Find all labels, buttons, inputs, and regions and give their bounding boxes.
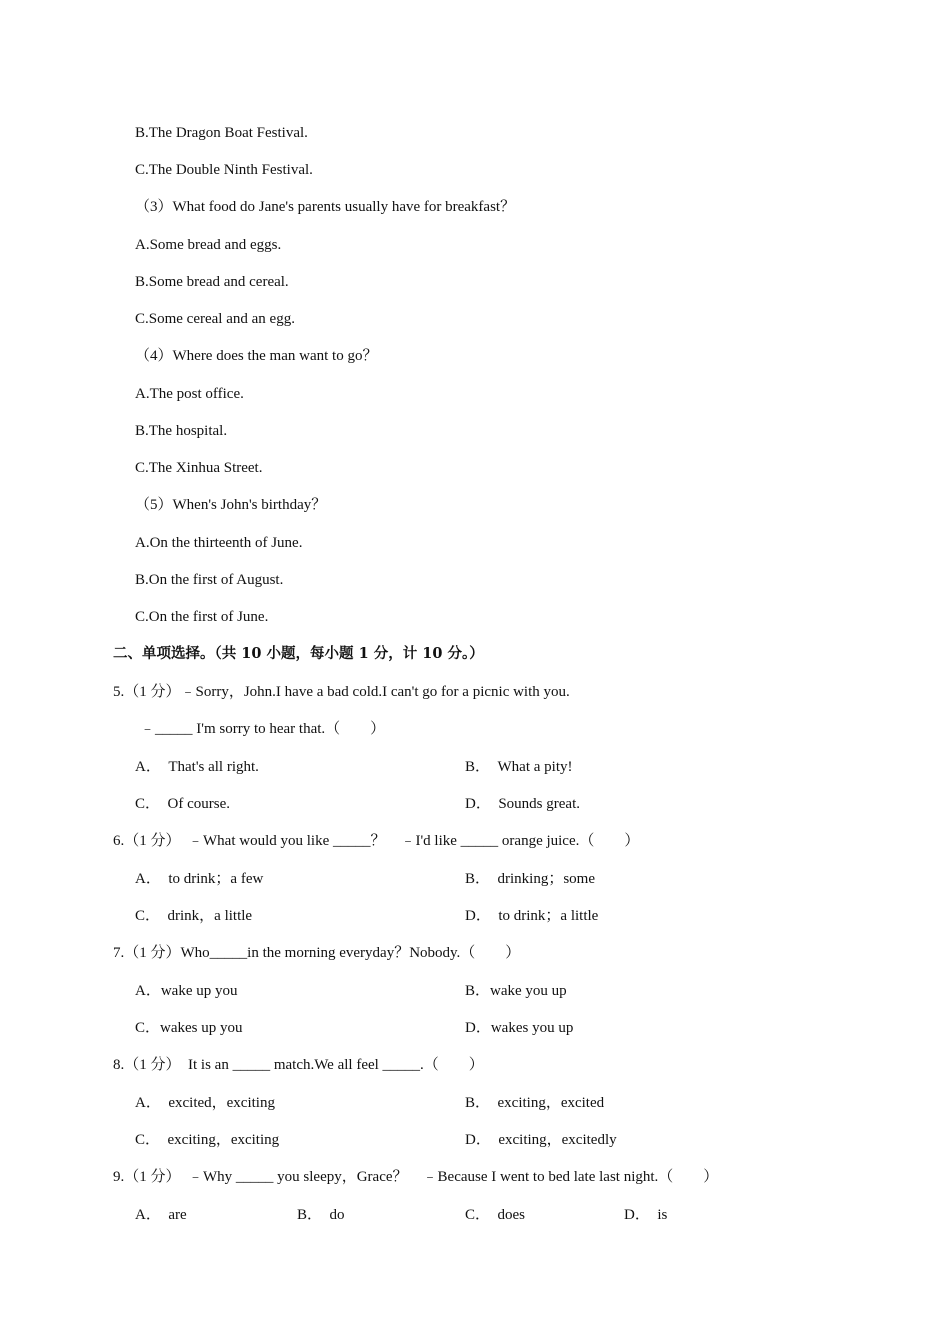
q5-listening-option-a: A.On the thirteenth of June. (135, 535, 303, 551)
q4-stem: （4）Where does the man want to go？ (135, 348, 378, 364)
question-8-option-d: D． exciting，excitedly (465, 1132, 617, 1148)
q2-option-c: C.The Double Ninth Festival. (135, 162, 313, 178)
question-9-option-b: B． do (297, 1207, 345, 1223)
question-8-option-c: C． exciting，exciting (135, 1132, 280, 1148)
question-5-reply: ﹣_____ I'm sorry to hear that.（ ） (140, 721, 386, 737)
question-7-option-b: B．wake you up (465, 983, 567, 999)
q4-option-a: A.The post office. (135, 386, 244, 402)
q4-option-c: C.The Xinhua Street. (135, 460, 263, 476)
question-5-stem: 5.（1 分）﹣Sorry，John.I have a bad cold.I can't go for a picnic with you. (113, 684, 570, 700)
question-5-option-b: B． What a pity! (465, 759, 573, 775)
q3-option-c: C.Some cereal and an egg. (135, 311, 295, 327)
q3-option-a: A.Some bread and eggs. (135, 237, 282, 253)
q3-option-b: B.Some bread and cereal. (135, 274, 289, 290)
question-9-option-a: A． are (135, 1207, 187, 1223)
question-9-option-d: D． is (624, 1207, 668, 1223)
question-5-option-d: D． Sounds great. (465, 796, 580, 812)
section-heading: 二、单项选择。（共 10 小题，每小题 1 分，计 10 分。） (113, 645, 484, 662)
question-5-option-c: C． Of course. (135, 796, 230, 812)
question-8-option-b: B． exciting，excited (465, 1095, 605, 1111)
question-7-option-d: D．wakes you up (465, 1020, 574, 1036)
q5-listening-option-c: C.On the first of June. (135, 609, 269, 625)
question-5-option-a: A． That's all right. (135, 759, 259, 775)
question-9-stem: 9.（1 分） ﹣Why _____ you sleepy，Grace？ ﹣Because I went to bed late last night.（ ） (113, 1169, 719, 1185)
q2-option-b: B.The Dragon Boat Festival. (135, 125, 308, 141)
question-7-option-c: C．wakes up you (135, 1020, 243, 1036)
q5-listening-option-b: B.On the first of August. (135, 572, 284, 588)
question-6-option-d: D． to drink；a little (465, 908, 599, 924)
question-9-option-c: C． does (465, 1207, 526, 1223)
question-8-option-a: A． excited，exciting (135, 1095, 275, 1111)
question-7-stem: 7.（1 分）Who_____in the morning everyday？Nobody.（ ） (113, 945, 521, 961)
question-6-option-c: C． drink，a little (135, 908, 253, 924)
question-6-option-b: B． drinking；some (465, 871, 595, 887)
question-6-option-a: A． to drink；a few (135, 871, 264, 887)
question-7-option-a: A．wake up you (135, 983, 238, 999)
question-8-stem: 8.（1 分） It is an _____ match.We all feel _____.（ ） (113, 1057, 484, 1073)
q3-stem: （3）What food do Jane's parents usually have for breakfast？ (135, 199, 516, 215)
q4-option-b: B.The hospital. (135, 423, 228, 439)
question-6-stem: 6.（1 分） ﹣What would you like _____？ ﹣I'd like _____ orange juice.（ ） (113, 833, 640, 849)
q5-listening-stem: （5）When's John's birthday？ (135, 497, 327, 513)
